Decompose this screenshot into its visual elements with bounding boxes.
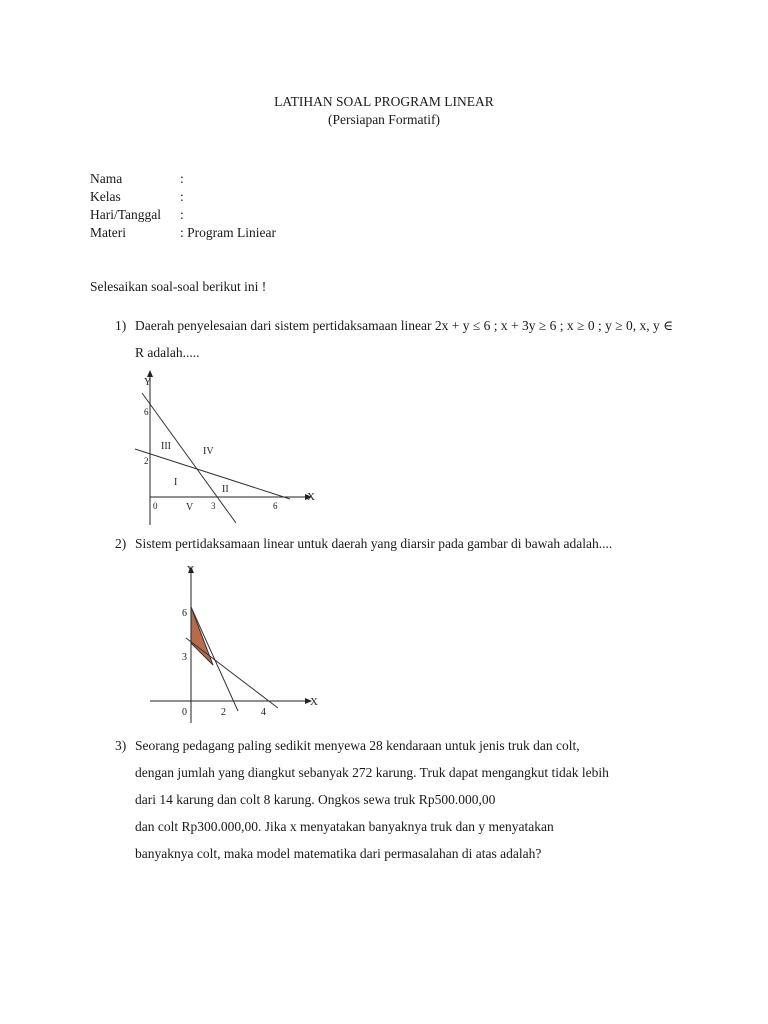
question-line: dan colt Rp300.000,00. Jika x menyatakan banyaknya truk dan y menyatakan: [135, 819, 554, 834]
document-title: [0, 93, 768, 129]
instruction-text: Selesaikan soal-soal berikut ini !: [90, 279, 267, 294]
x-tick-3: 3: [211, 501, 216, 511]
region-label-iv: IV: [203, 446, 214, 457]
identity-label: Nama: [90, 171, 123, 186]
question-line: dengan jumlah yang diangkut sebanyak 272 karung. Truk dapat mengangkut tidak lebih: [135, 765, 609, 780]
identity-row-nama: [90, 170, 276, 188]
x-tick-2: 2: [221, 707, 226, 718]
region-label-i: I: [174, 477, 178, 488]
identity-value: :: [180, 171, 184, 186]
region-label-iii: III: [161, 441, 171, 452]
question-number: 1): [115, 318, 127, 333]
region-label-v: V: [186, 502, 194, 513]
y-tick-2: 2: [144, 456, 149, 466]
identity-row-kelas: [90, 188, 276, 206]
x-tick-6: 6: [273, 501, 278, 511]
identity-value: :: [180, 207, 184, 222]
question-1: [115, 312, 675, 366]
graph-question-2: [140, 558, 340, 723]
region-label-ii: II: [222, 484, 229, 495]
y-tick-3: 3: [182, 652, 187, 663]
y-tick-6: 6: [182, 608, 187, 619]
identity-value: :: [180, 189, 184, 204]
subtitle-text: (Persiapan Formatif): [327, 112, 441, 127]
graph-question-1: [130, 365, 330, 525]
x-tick-4: 4: [261, 707, 266, 718]
title-text: LATIHAN SOAL PROGRAM LINEAR: [274, 94, 494, 109]
identity-label: Hari/Tanggal: [90, 207, 162, 222]
question-line: banyaknya colt, maka model matematika dari permasalahan di atas adalah?: [135, 846, 542, 861]
question-text: Daerah penyelesaian dari sistem pertidaksamaan linear 2x + y ≤ 6 ; x + 3y ≥ 6 ; x ≥ 0 ; y ≥ 0, x, y ∈ R adalah.....: [135, 318, 674, 360]
identity-table: [90, 170, 276, 242]
question-number: 2): [115, 536, 127, 551]
y-axis-label: Y: [144, 377, 152, 388]
y-tick-6: 6: [144, 407, 149, 417]
x-axis-label: X: [310, 696, 318, 708]
question-text: Sistem pertidaksamaan linear untuk daerah yang diarsir pada gambar di bawah adalah....: [135, 536, 613, 551]
identity-value: : Program Liniear: [180, 225, 276, 240]
question-2: [115, 530, 675, 557]
identity-label: Kelas: [90, 189, 121, 204]
origin-label: 0: [153, 501, 158, 511]
identity-row-hari-tanggal: [90, 206, 276, 224]
identity-row-materi: [90, 224, 276, 242]
question-number: 3): [115, 738, 127, 753]
question-line: Seorang pedagang paling sedikit menyewa 28 kendaraan untuk jenis truk dan colt,: [135, 738, 580, 753]
origin-label: 0: [182, 707, 187, 718]
line-through-6-and-2: [191, 607, 238, 711]
identity-label: Materi: [90, 225, 126, 240]
question-3: [115, 732, 675, 867]
question-line: dari 14 karung dan colt 8 karung. Ongkos sewa truk Rp500.000,00: [135, 792, 496, 807]
x-axis-label: X: [307, 491, 315, 503]
y-axis-arrow: [147, 370, 153, 377]
y-axis-label: Y: [187, 565, 195, 576]
